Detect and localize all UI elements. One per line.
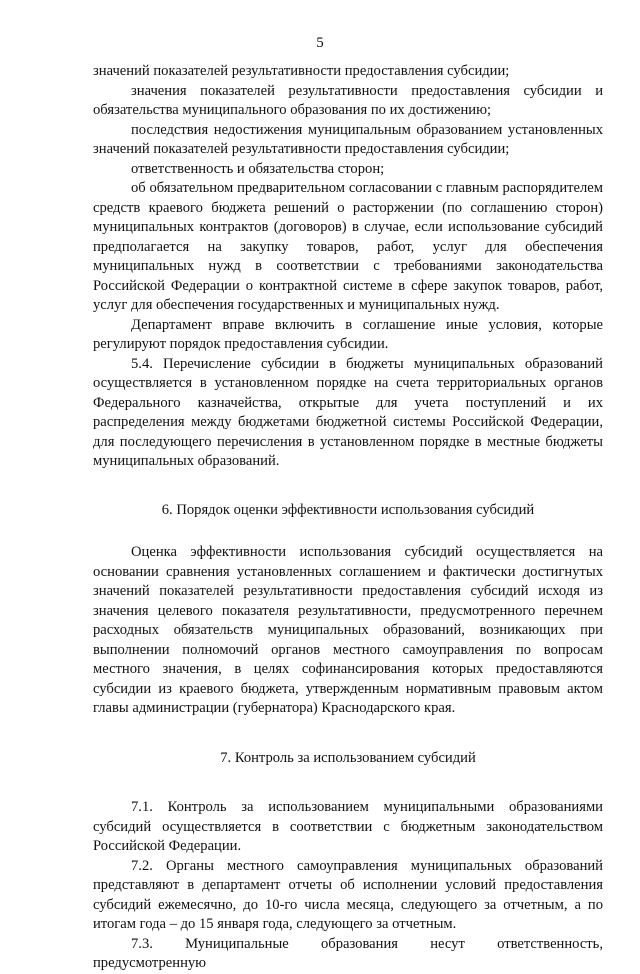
section-7-body xyxy=(93,798,603,974)
paragraph: 5.4. Перечисление субсидии в бюджеты муниципальных образований осуществляется в установленном порядке на счета территориальных органов Федерального казначейства, открытые для учета поступлений и их распределения между бюджетами бюджетной системы Российской Федерации, для последующего перечисления в установленном порядке в местные бюджеты муниципальных образований. xyxy=(93,355,603,469)
paragraph: Оценка эффективности использования субсидий осуществляется на основании сравнения установленных соглашением и фактически достигнутых значений показателей результативности предоставления субсидий исходя из значения целевого показателя результативности, предусмотренного перечнем расходных обязательств муниципальных образований, возникающих при выполнении полномочий органов местного самоуправления по вопросам местного значения, в целях софинансирования которых предоставляются субсидии из краевого бюджета, утвержденным нормативным правовым актом главы администрации (губернатора) Краснодарского края. xyxy=(93,544,603,716)
paragraph: значений показателей результативности предоставления субсидии; xyxy=(93,63,510,79)
section-7-heading: 7. Контроль за использованием субсидий xyxy=(220,749,476,766)
section-6-body xyxy=(93,543,603,719)
document-body xyxy=(93,62,603,974)
paragraph: ответственность и обязательства сторон; xyxy=(131,160,385,177)
paragraph: 7.2. Органы местного самоуправления муниципальных образований представляют в департамент отчеты об исполнении условий предоставления субсидий ежемесячно, до 10-го числа месяца, следующего за отчетным, а по итогам года – до 15 января года, следующего за отчетным. xyxy=(93,857,603,932)
page-number: 5 xyxy=(316,35,324,51)
paragraphs-before xyxy=(93,62,603,472)
paragraph: последствия недостижения муниципальным образованием установленных значений показателей результативности предоставления субсидии; xyxy=(93,121,603,157)
paragraph: 7.1. Контроль за использованием муниципальными образованиями субсидий осуществляется в соответствии с бюджетным законодательством Российской Федерации. xyxy=(93,799,603,854)
paragraph: об обязательном предварительном согласовании с главным распорядителем средств краевого бюджета решений о расторжении (по соглашению сторон) муниципальных контрактов (договоров) в случае, если использование субсидий предполагается на закупку товаров, работ, услуг для обеспечения муниципальных нужд в соответствии с требованиями законодательства Российской Федерации о контрактной системе в сфере закупок товаров, работ, услуг для обеспечения государственных и муниципальных нужд. xyxy=(93,180,603,313)
paragraph: Департамент вправе включить в соглашение иные условия, которые регулируют порядок предоставления субсидии. xyxy=(93,316,603,352)
paragraph: 7.3. Муниципальные образования несут ответственность, предусмотренную xyxy=(93,935,603,971)
paragraph: значения показателей результативности предоставления субсидии и обязательства муниципального образования по их достижению; xyxy=(93,82,603,118)
section-6-heading: 6. Порядок оценки эффективности использования субсидий xyxy=(161,501,535,518)
